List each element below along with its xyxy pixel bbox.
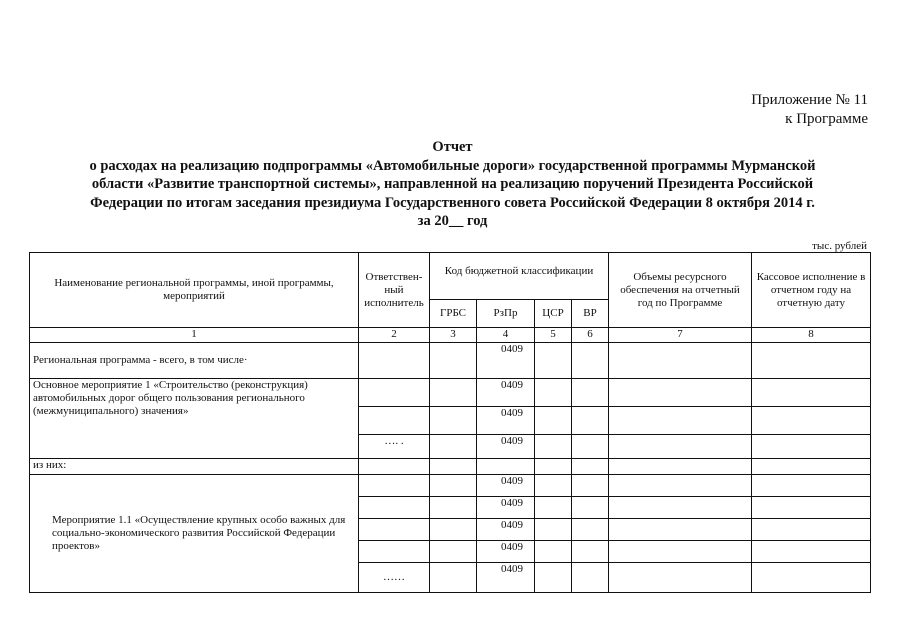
cell bbox=[572, 379, 609, 407]
rzpr-code: 0409 bbox=[477, 541, 535, 563]
header-csr: ЦСР bbox=[535, 300, 572, 328]
cell bbox=[609, 459, 752, 475]
table-row bbox=[30, 475, 871, 497]
cell bbox=[572, 519, 609, 541]
title-period: за 20__ год bbox=[417, 213, 488, 229]
cell bbox=[752, 541, 871, 563]
cell bbox=[535, 563, 572, 593]
cell bbox=[430, 407, 477, 435]
cell bbox=[535, 379, 572, 407]
table-row bbox=[30, 343, 871, 379]
col-number: 7 bbox=[609, 328, 752, 343]
header-vr: ВР bbox=[572, 300, 609, 328]
col-number: 1 bbox=[30, 328, 359, 343]
cell bbox=[609, 541, 752, 563]
cell bbox=[359, 379, 430, 407]
cell bbox=[430, 475, 477, 497]
cell bbox=[609, 563, 752, 593]
title-line-3: области «Развитие транспортной системы», направленной на реализацию поручений Президента Российской bbox=[91, 176, 814, 192]
cell bbox=[359, 475, 430, 497]
cell bbox=[572, 343, 609, 379]
cell bbox=[359, 343, 430, 379]
cell bbox=[477, 459, 535, 475]
report-table bbox=[29, 252, 871, 593]
cell bbox=[359, 497, 430, 519]
cell bbox=[430, 541, 477, 563]
appendix-number: Приложение № 11 bbox=[751, 92, 868, 108]
cell bbox=[609, 475, 752, 497]
header-grbs: ГРБС bbox=[430, 300, 477, 328]
cell bbox=[535, 497, 572, 519]
row-name-event-1-1: Мероприятие 1.1 «Осуществление крупных особо важных для социально-экономического развития Российской Федерации проектов» bbox=[30, 475, 359, 593]
row-name-main-event: Основное мероприятие 1 «Строительство (реконструкция) автомобильных дорог общего пользования регионального (межмуниципального) значения» bbox=[30, 379, 359, 459]
rzpr-code: 0409 bbox=[477, 343, 535, 379]
cell-ellipsis: …… bbox=[359, 563, 430, 593]
cell bbox=[609, 343, 752, 379]
table-row bbox=[30, 459, 871, 475]
header-volumes: Объемы ресурсного обеспечения на отчетный год по Программе bbox=[609, 253, 752, 328]
cell bbox=[752, 379, 871, 407]
cell bbox=[535, 343, 572, 379]
col-number: 4 bbox=[477, 328, 535, 343]
col-number: 5 bbox=[535, 328, 572, 343]
row-name-regional-program: Региональная программа - всего, в том числе· bbox=[30, 343, 359, 379]
rzpr-code: 0409 bbox=[477, 379, 535, 407]
cell bbox=[359, 541, 430, 563]
cell bbox=[535, 435, 572, 459]
rzpr-code: 0409 bbox=[477, 475, 535, 497]
cell bbox=[535, 519, 572, 541]
rzpr-code: 0409 bbox=[477, 519, 535, 541]
cell bbox=[572, 475, 609, 497]
appendix-label bbox=[751, 91, 868, 129]
appendix-reference: к Программе bbox=[785, 111, 868, 127]
report-title bbox=[30, 138, 875, 231]
rzpr-code: 0409 bbox=[477, 407, 535, 435]
cell bbox=[430, 379, 477, 407]
cell bbox=[572, 497, 609, 519]
cell bbox=[572, 435, 609, 459]
cell bbox=[430, 459, 477, 475]
cell bbox=[752, 343, 871, 379]
header-rzpr: РзПр bbox=[477, 300, 535, 328]
col-number: 6 bbox=[572, 328, 609, 343]
header-responsible: Ответствен-ный исполнитель bbox=[359, 253, 430, 328]
cell bbox=[430, 435, 477, 459]
cell bbox=[535, 407, 572, 435]
cell bbox=[752, 497, 871, 519]
cell bbox=[752, 519, 871, 541]
cell bbox=[609, 435, 752, 459]
cell bbox=[359, 407, 430, 435]
header-name: Наименование региональной программы, иной программы, мероприятий bbox=[30, 253, 359, 328]
cell bbox=[535, 541, 572, 563]
cell-ellipsis: …. . bbox=[359, 435, 430, 459]
cell bbox=[609, 379, 752, 407]
rzpr-code: 0409 bbox=[477, 435, 535, 459]
rzpr-code: 0409 bbox=[477, 563, 535, 593]
title-heading: Отчет bbox=[432, 139, 473, 155]
cell bbox=[430, 519, 477, 541]
cell bbox=[752, 407, 871, 435]
cell bbox=[609, 407, 752, 435]
cell bbox=[572, 459, 609, 475]
cell bbox=[430, 563, 477, 593]
units-label: тыс. рублей bbox=[812, 240, 867, 252]
cell bbox=[609, 519, 752, 541]
cell bbox=[359, 459, 430, 475]
header-cash: Кассовое исполнение в отчетном году на отчетную дату bbox=[752, 253, 871, 328]
cell bbox=[535, 475, 572, 497]
row-name-of-them: из них: bbox=[30, 459, 359, 475]
cell bbox=[535, 459, 572, 475]
cell bbox=[572, 563, 609, 593]
cell bbox=[609, 497, 752, 519]
cell bbox=[752, 475, 871, 497]
cell bbox=[572, 541, 609, 563]
rzpr-code: 0409 bbox=[477, 497, 535, 519]
cell bbox=[572, 407, 609, 435]
col-number: 3 bbox=[430, 328, 477, 343]
cell bbox=[752, 435, 871, 459]
column-numbers-row bbox=[30, 328, 871, 343]
cell bbox=[752, 459, 871, 475]
title-line-2: о расходах на реализацию подпрограммы «Автомобильные дороги» государственной программы Мурманской bbox=[89, 157, 816, 174]
col-number: 8 bbox=[752, 328, 871, 343]
cell bbox=[430, 343, 477, 379]
cell bbox=[359, 519, 430, 541]
table-row bbox=[30, 379, 871, 407]
col-number: 2 bbox=[359, 328, 430, 343]
cell bbox=[752, 563, 871, 593]
title-line-4: Федерации по итогам заседания президиума Государственного совета Российской Федерации 8 октября 2014 г. bbox=[90, 194, 815, 211]
header-budget-code: Код бюджетной классификации bbox=[430, 253, 609, 300]
header-row-1 bbox=[30, 253, 871, 300]
cell bbox=[430, 497, 477, 519]
